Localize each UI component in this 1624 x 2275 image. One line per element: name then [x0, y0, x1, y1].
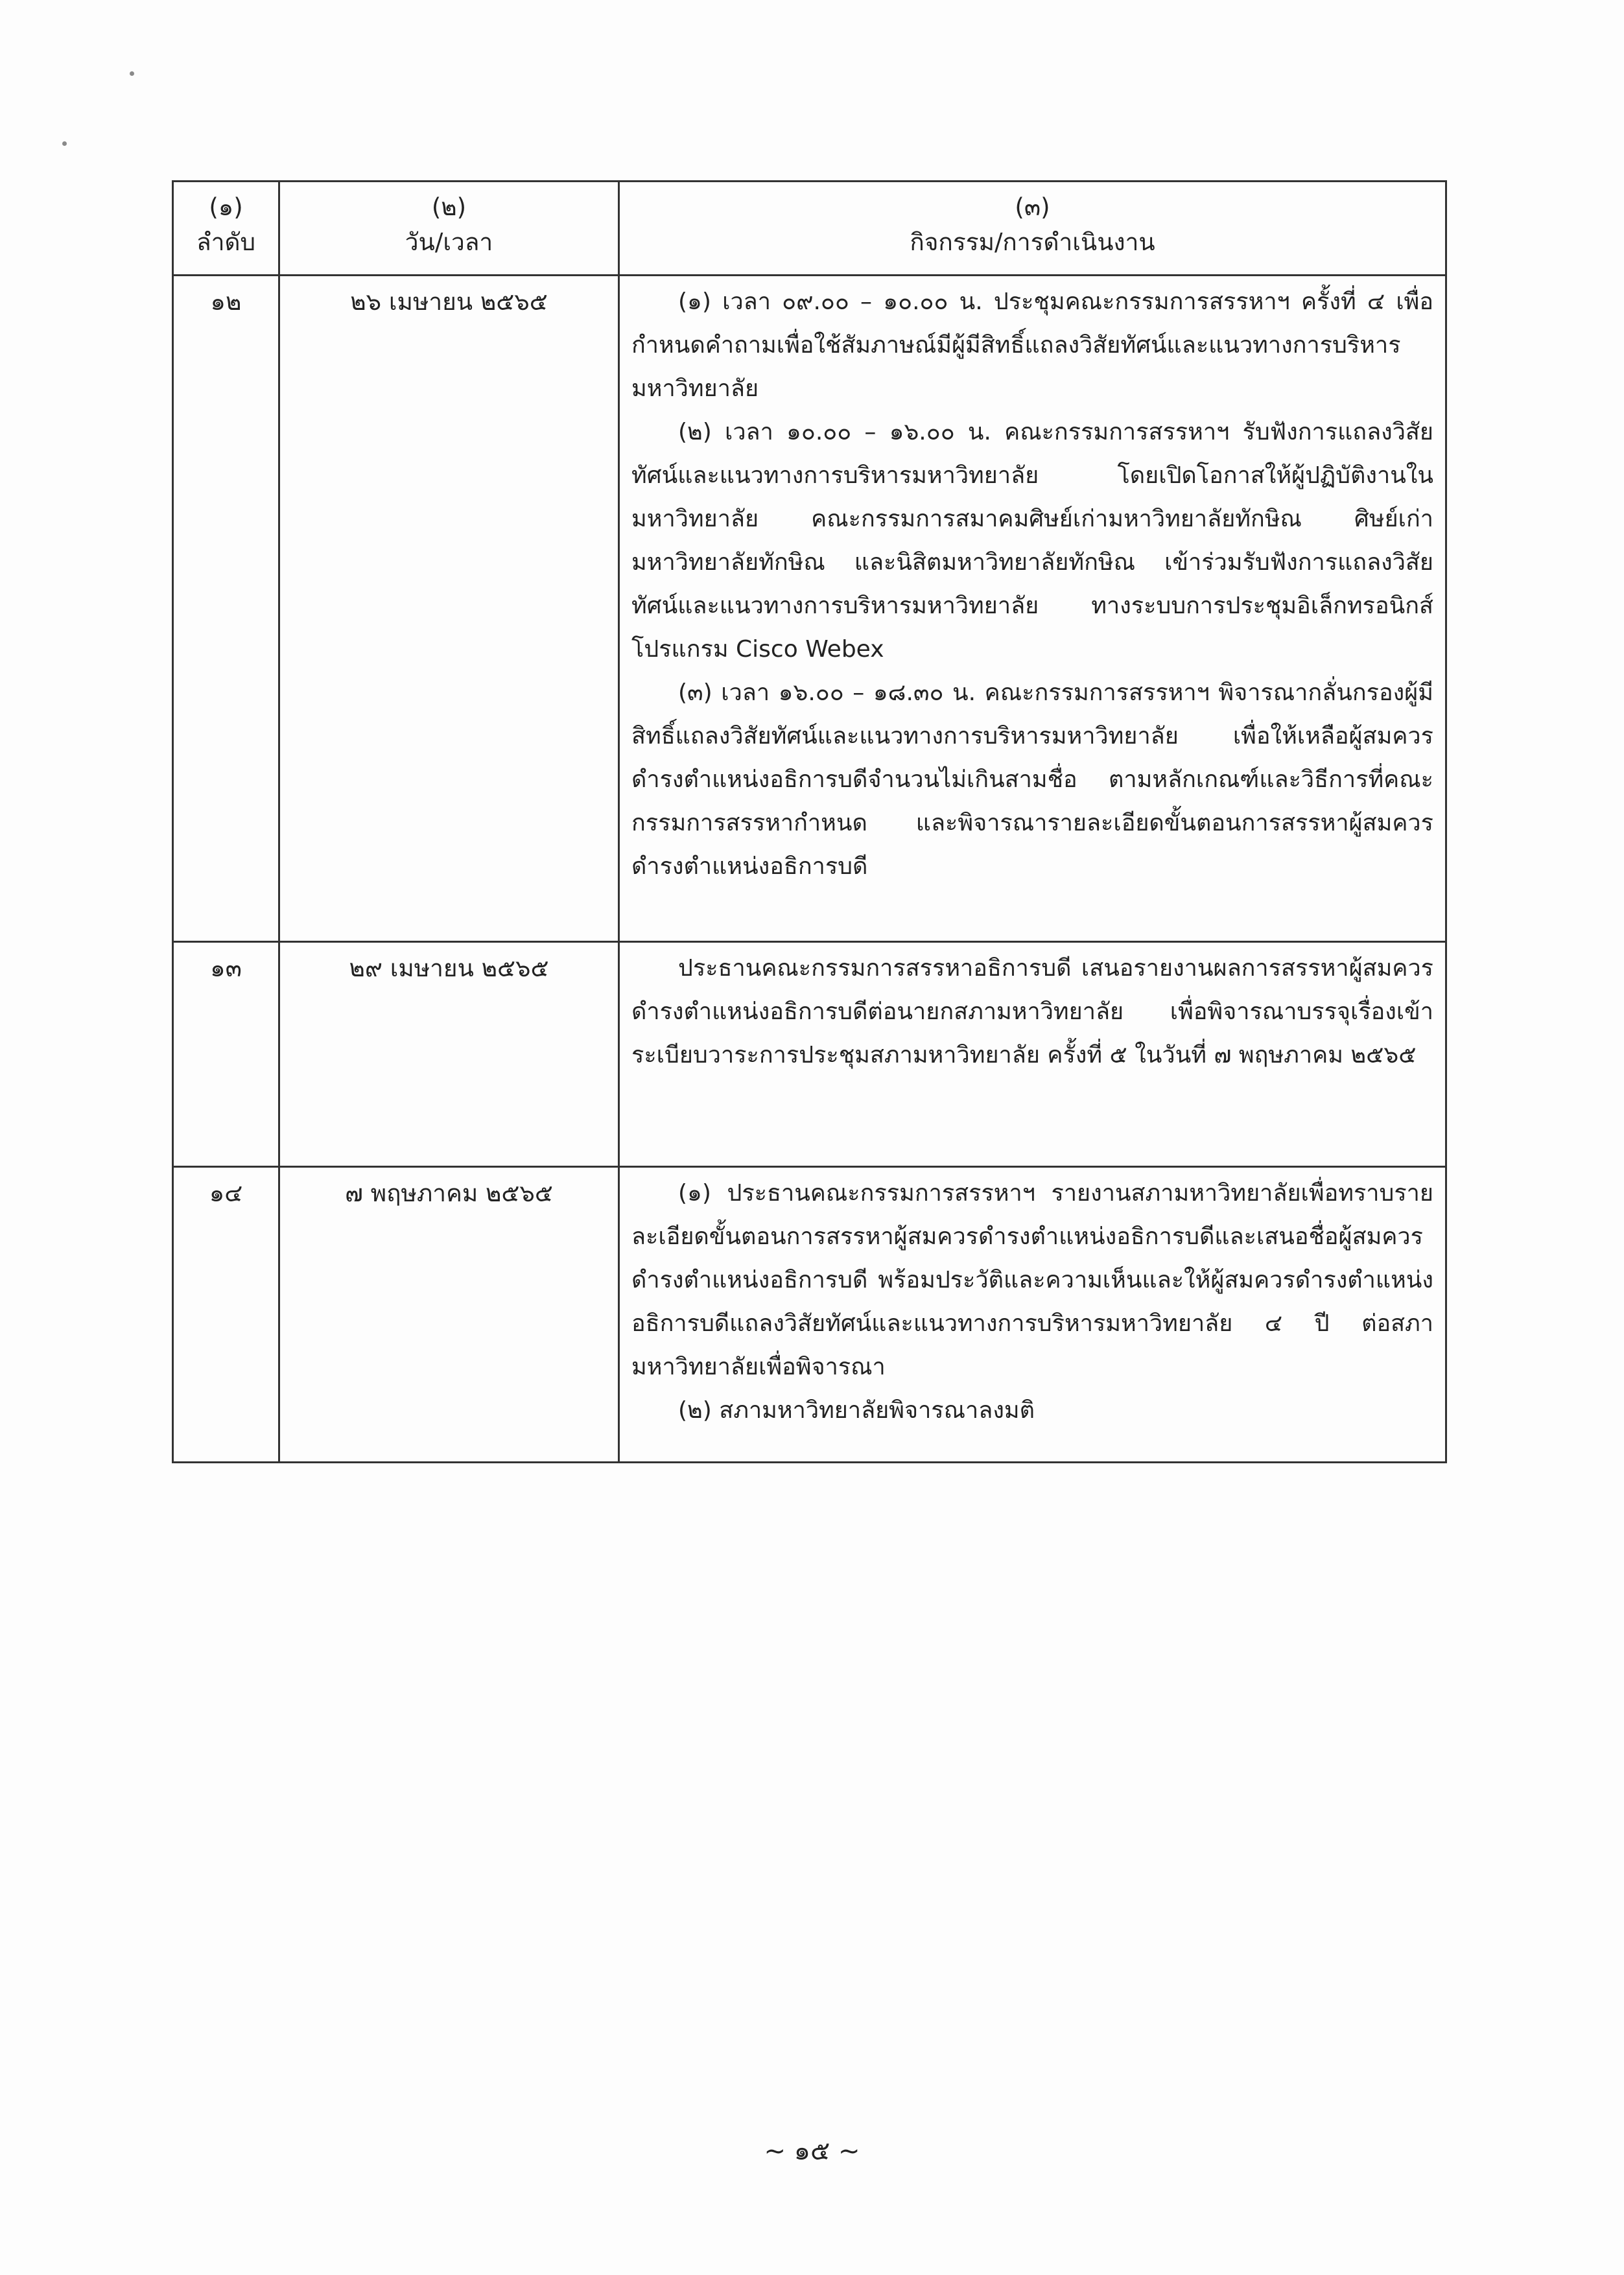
activity-item: ประธานคณะกรรมการสรรหาอธิการบดี เสนอรายงานผลการสรรหาผู้สมควรดำรงตำแหน่งอธิการบดีต่อนายกสภามหาวิทยาลัย เพื่อพิจารณาบรรจุเรื่องเข้าระเบียบวาระการประชุมสภามหาวิทยาลัย ครั้งที่ ๕ ในวันที่ ๗ พฤษภาคม ๒๕๖๕	[631, 955, 1433, 1068]
row-date: ๗ พฤษภาคม ๒๕๖๕	[279, 1167, 619, 1463]
activity-item: (๒) เวลา ๑๐.๐๐ – ๑๖.๐๐ น. คณะกรรมการสรรหาฯ รับฟังการแถลงวิสัยทัศน์และแนวทางการบริหารมหาวิทยาลัย โดยเปิดโอกาสให้ผู้ปฏิบัติงานในมหาวิทยาลัย คณะกรรมการสมาคมศิษย์เก่ามหาวิทยาลัยทักษิณ ศิษย์เก่ามหาวิทยาลัยทักษิณ และนิสิตมหาวิทยาลัยทักษิณ เข้าร่วมรับฟังการแถลงวิสัยทัศน์และแนวทางการบริหารมหาวิทยาลัย ทางระบบการประชุมอิเล็กทรอนิกส์โปรแกรม Cisco Webex	[631, 419, 1433, 663]
page-number: ~ ๑๕ ~	[764, 2136, 860, 2166]
activity-item: (๒) สภามหาวิทยาลัยพิจารณาลงมติ	[678, 1397, 1035, 1424]
row-activity	[619, 276, 1446, 942]
header-date	[279, 182, 619, 276]
header-activity-label: กิจกรรม/การดำเนินงาน	[910, 228, 1155, 256]
activity-item: (๓) เวลา ๑๖.๐๐ – ๑๘.๓๐ น. คณะกรรมการสรรหาฯ พิจารณากลั่นกรองผู้มีสิทธิ์แถลงวิสัยทัศน์และแนวทางการบริหารมหาวิทยาลัย เพื่อให้เหลือผู้สมควรดำรงตำแหน่งอธิการบดีจำนวนไม่เกินสามชื่อ ตามหลักเกณฑ์และวิธีการที่คณะกรรมการสรรหากำหนด และพิจารณารายละเอียดขั้นตอนการสรรหาผู้สมควรดำรงตำแหน่งอธิการบดี	[631, 679, 1433, 880]
row-date: ๒๙ เมษายน ๒๕๖๕	[279, 942, 619, 1167]
table-row	[173, 276, 1446, 942]
row-number: ๑๔	[173, 1167, 279, 1463]
header-activity	[619, 182, 1446, 276]
row-activity	[619, 1167, 1446, 1463]
row-number: ๑๓	[173, 942, 279, 1167]
scan-speck	[62, 141, 67, 146]
header-date-number: (๒)	[431, 193, 467, 221]
header-order-number: (๑)	[209, 193, 243, 221]
header-order	[173, 182, 279, 276]
scan-speck	[130, 71, 134, 76]
table-row	[173, 942, 1446, 1167]
activity-item: (๑) เวลา ๐๙.๐๐ – ๑๐.๐๐ น. ประชุมคณะกรรมการสรรหาฯ ครั้งที่ ๔ เพื่อกำหนดคำถามเพื่อใช้สัมภาษณ์มีผู้มีสิทธิ์แถลงวิสัยทัศน์และแนวทางการบริหารมหาวิทยาลัย	[631, 289, 1433, 402]
row-number: ๑๒	[173, 276, 279, 942]
schedule-table	[172, 180, 1447, 1463]
table-row	[173, 1167, 1446, 1463]
table-header-row	[173, 182, 1446, 276]
row-activity	[619, 942, 1446, 1167]
header-order-label: ลำดับ	[196, 228, 255, 256]
header-date-label: วัน/เวลา	[405, 228, 493, 256]
header-activity-number: (๓)	[1015, 193, 1050, 221]
row-date: ๒๖ เมษายน ๒๕๖๕	[279, 276, 619, 942]
activity-item: (๑) ประธานคณะกรรมการสรรหาฯ รายงานสภามหาวิทยาลัยเพื่อทราบรายละเอียดขั้นตอนการสรรหาผู้สมควรดำรงตำแหน่งอธิการบดีและเสนอชื่อผู้สมควรดำรงตำแหน่งอธิการบดี พร้อมประวัติและความเห็นและให้ผู้สมควรดำรงตำแหน่งอธิการบดีแถลงวิสัยทัศน์และแนวทางการบริหารมหาวิทยาลัย ๔ ปี ต่อสภามหาวิทยาลัยเพื่อพิจารณา	[631, 1180, 1433, 1380]
